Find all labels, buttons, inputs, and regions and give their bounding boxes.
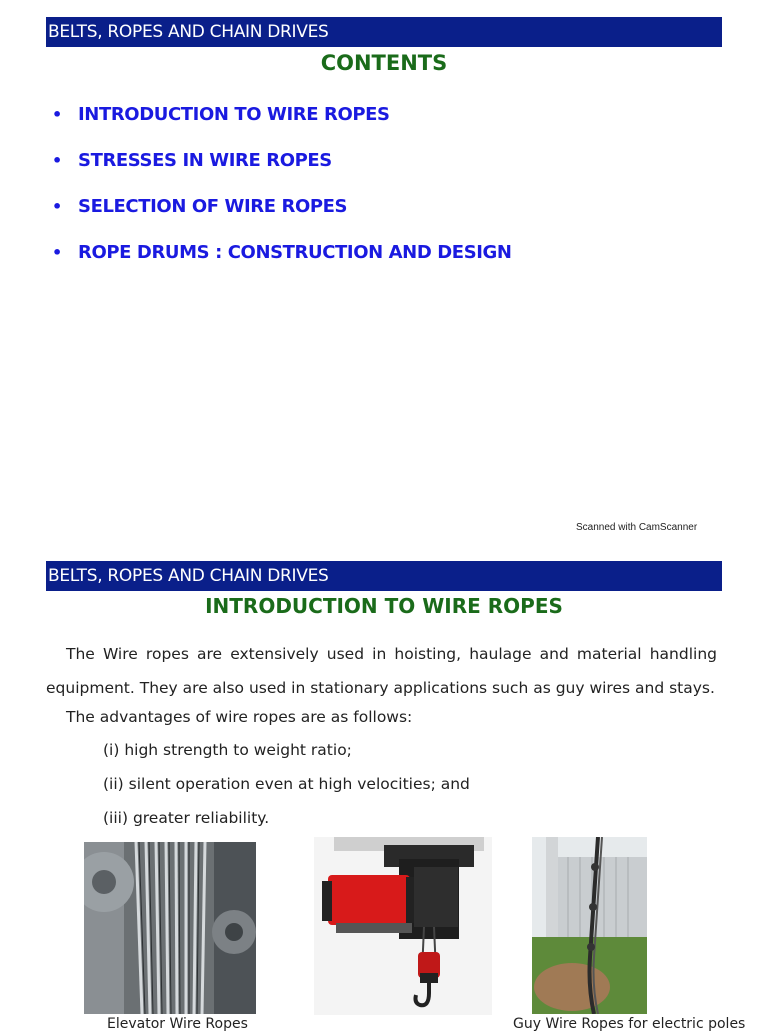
bullet-icon: • <box>52 151 62 170</box>
toc-item <box>52 148 512 194</box>
elevator-rope-illustration <box>84 842 256 1014</box>
guy-wire-photo <box>532 837 647 1014</box>
hoist-photo <box>314 837 492 1015</box>
advantage-item: (i) high strength to weight ratio; <box>103 741 352 759</box>
bullet-icon: • <box>52 243 62 262</box>
page2-banner: BELTS, ROPES AND CHAIN DRIVES <box>46 561 722 591</box>
bullet-icon: • <box>52 197 62 216</box>
toc-item-label: STRESSES IN WIRE ROPES <box>78 150 332 171</box>
toc-item-label: ROPE DRUMS : CONSTRUCTION AND DESIGN <box>78 242 512 263</box>
toc-item <box>52 194 512 240</box>
bullet-icon: • <box>52 105 62 124</box>
advantage-item: (iii) greater reliability. <box>103 809 270 827</box>
contents-title: CONTENTS <box>320 51 448 75</box>
elevator-caption: Elevator Wire Ropes <box>107 1016 248 1032</box>
intro-title: INTRODUCTION TO WIRE ROPES <box>205 594 563 618</box>
hoist-illustration <box>314 837 492 1015</box>
intro-paragraph: The Wire ropes are extensively used in hoisting, haulage and material handling equipment. They are also used in stationary applications such as guy wires and stays. <box>46 645 717 697</box>
page1-banner: BELTS, ROPES AND CHAIN DRIVES <box>46 17 722 47</box>
contents-list <box>52 102 512 286</box>
advantage-item: (ii) silent operation even at high velocities; and <box>103 775 470 793</box>
advantages-lead: The advantages of wire ropes are as follows: <box>66 708 413 726</box>
guy-wire-illustration <box>532 837 647 1014</box>
elevator-rope-photo <box>84 842 256 1014</box>
toc-item <box>52 102 512 148</box>
guy-wire-caption: Guy Wire Ropes for electric poles <box>513 1016 746 1032</box>
toc-item-label: SELECTION OF WIRE ROPES <box>78 196 348 217</box>
toc-item <box>52 240 512 286</box>
scanner-watermark: Scanned with CamScanner <box>576 522 698 533</box>
toc-item-label: INTRODUCTION TO WIRE ROPES <box>78 104 390 125</box>
